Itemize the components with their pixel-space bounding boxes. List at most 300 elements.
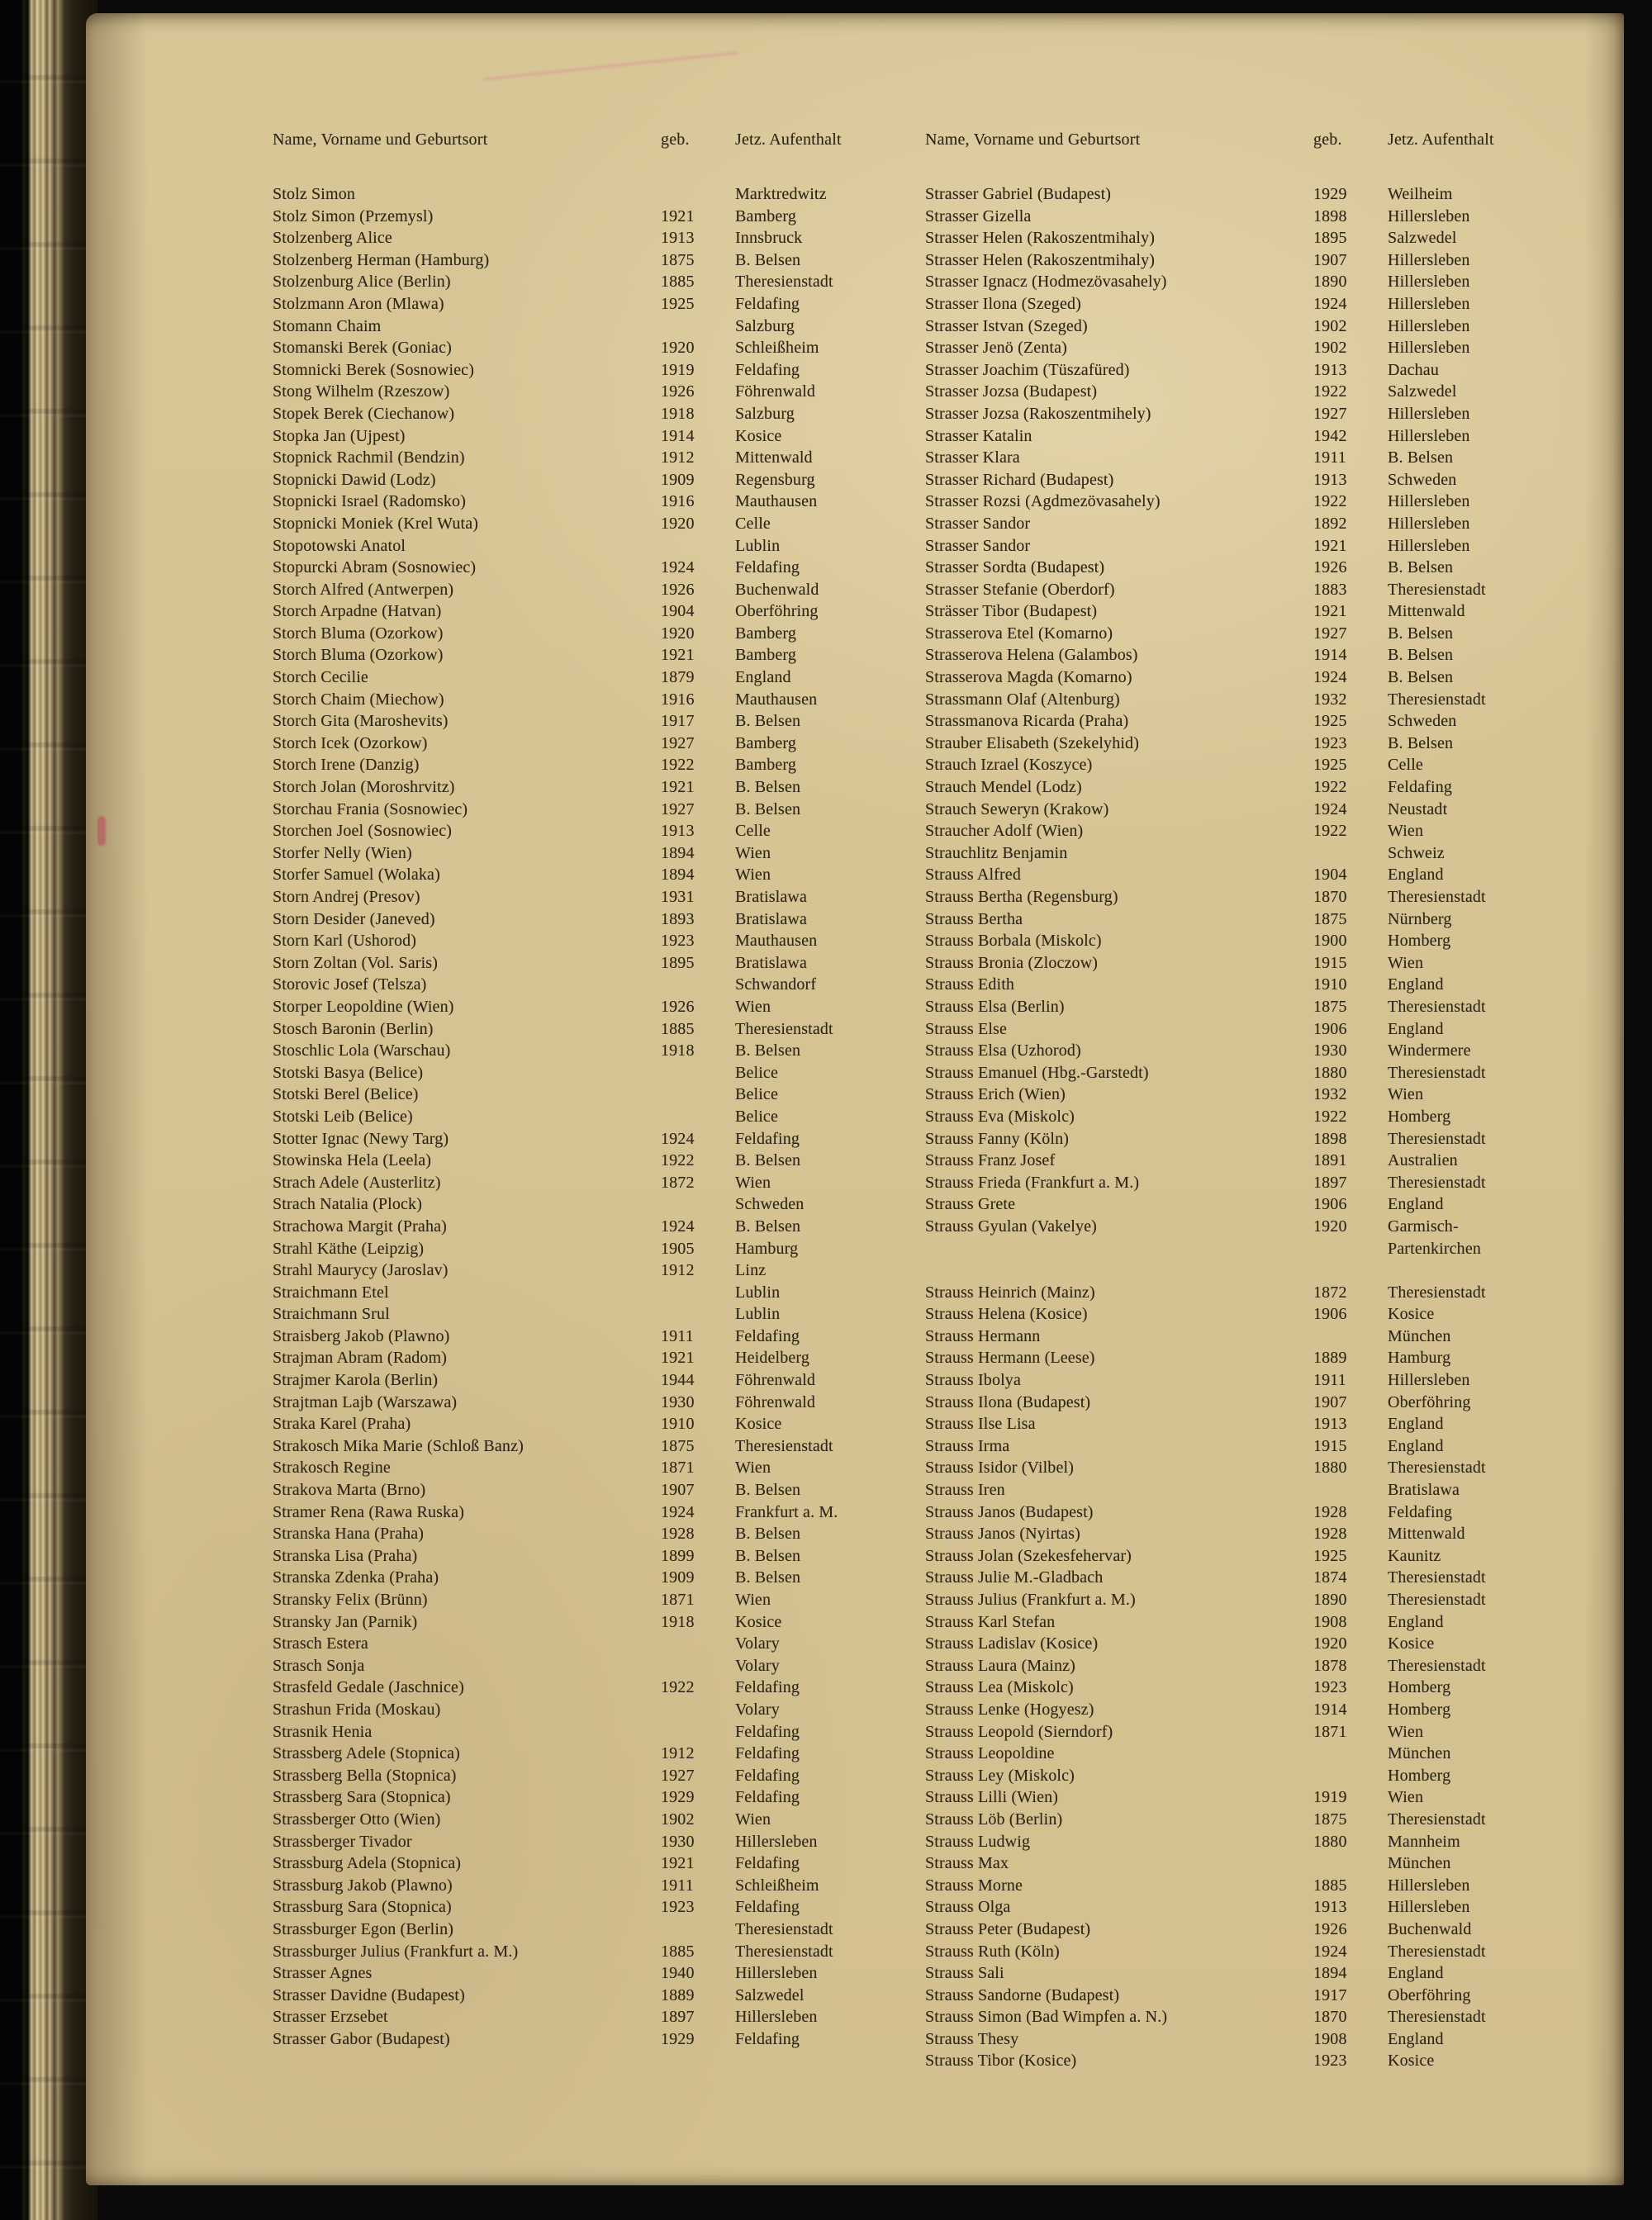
entry-residence: Nürnberg [1388,909,1452,928]
entry-residence: Salzwedel [735,1985,805,2004]
entry-residence: B. Belsen [735,1217,801,1236]
entry-birthyear: 1875 [661,250,695,269]
table-row [925,513,1553,535]
scan-mark [97,816,106,846]
entry-residence: Föhrenwald [735,382,816,401]
entry-birthyear: 1910 [1313,975,1347,994]
entry-birthyear: 1898 [1313,1129,1347,1148]
entry-residence: Oberföhring [735,602,819,621]
entry-birthyear: 1920 [1313,1217,1347,1236]
entry-name: Strauss Gyulan (Vakelye) [925,1217,1097,1236]
entry-residence: B. Belsen [735,778,801,797]
table-row [273,491,900,513]
entry-residence: Windermere [1388,1041,1471,1060]
table-row [925,1985,1553,2007]
entry-birthyear: 1915 [1313,1436,1347,1455]
entry-name: Strauss Elsa (Berlin) [925,997,1065,1016]
entry-birthyear: 1921 [661,646,695,665]
entry-birthyear: 1940 [661,1964,695,1983]
entry-name: Stopotowski Anatol [273,536,406,555]
entry-birthyear: 1944 [661,1371,695,1390]
table-row [925,1084,1553,1106]
entry-name: Strachowa Margit (Praha) [273,1217,447,1236]
entry-birthyear: 1929 [661,2029,695,2048]
entry-residence: B. Belsen [735,1525,801,1544]
table-row [925,1392,1553,1414]
entry-name: Storch Bluma (Ozorkow) [273,624,444,643]
entry-name: Strauch Izrael (Koszyce) [925,756,1093,775]
entry-birthyear: 1909 [661,1568,695,1587]
entry-birthyear: 1932 [1313,690,1347,709]
table-row [273,1347,900,1369]
entry-residence: Wien [735,1173,771,1192]
entry-residence: Buchenwald [735,580,819,599]
entry-name: Strauss Erich (Wien) [925,1085,1066,1104]
table-row [925,1896,1553,1919]
entry-birthyear: 1919 [661,360,695,379]
entry-birthyear: 1930 [661,1832,695,1851]
entry-name: Stransky Jan (Parnik) [273,1612,418,1631]
entry-name: Stranska Hana (Praha) [273,1525,425,1544]
entry-birthyear: 1892 [1313,514,1347,533]
table-row [273,1589,900,1611]
entry-residence: England [1388,1612,1444,1631]
entry-residence: B. Belsen [1388,733,1454,752]
table-row [273,1875,900,1897]
table-row [273,930,900,952]
table-row [273,820,900,842]
table-row [273,227,900,249]
entry-name: Strasserova Helena (Galambos) [925,646,1138,665]
entry-birthyear: 1890 [1313,1591,1347,1609]
entry-name: Straisberg Jakob (Plawno) [273,1326,450,1345]
column-header [925,130,1553,183]
table-row [273,689,900,711]
table-row [273,952,900,975]
entry-birthyear: 1902 [1313,316,1347,335]
entry-residence: Wien [1388,953,1424,972]
table-row [273,359,900,382]
table-row [925,1919,1553,1941]
entry-residence: B. Belsen [1388,448,1454,467]
entry-birthyear: 1927 [1313,624,1347,643]
entry-residence: München [1388,1744,1451,1763]
entry-residence: Hillersleben [1388,1371,1470,1390]
table-row [273,1721,900,1743]
entry-birthyear: 1880 [1313,1832,1347,1851]
entry-residence: Hamburg [1388,1349,1451,1368]
entry-birthyear: 1916 [661,492,695,511]
entry-name: Strajmer Karola (Berlin) [273,1371,439,1390]
entry-name: Strakosch Regine [273,1459,391,1478]
entry-name: Strassburg Jakob (Plawno) [273,1876,453,1895]
entry-name: Strauss Grete [925,1195,1016,1214]
entry-residence: Heidelberg [735,1349,809,1368]
entry-residence: Hillersleben [735,1964,818,1983]
entry-name: Strassmanova Ricarda (Praha) [925,712,1129,731]
entry-name: Stomanski Berek (Goniac) [273,339,452,358]
entry-name: Strauss Ladislav (Kosice) [925,1634,1099,1653]
entry-name: Strasser Richard (Budapest) [925,470,1114,489]
table-row [273,293,900,315]
entry-residence: Lublin [735,1305,781,1324]
entry-residence: Hillersleben [1388,206,1470,225]
entry-birthyear: 1922 [661,756,695,775]
entry-birthyear: 1926 [661,382,695,401]
entry-name: Strauss Janos (Nyirtas) [925,1525,1080,1544]
entry-name: Stolzenburg Alice (Berlin) [273,273,451,292]
entry-residence: England [1388,1195,1444,1214]
entry-residence: Feldafing [735,1744,800,1763]
entry-residence: Feldafing [1388,1502,1453,1521]
table-row [925,1941,1553,1963]
entry-residence: Kosice [1388,2052,1435,2071]
entry-name: Strahl Käthe (Leipzig) [273,1239,425,1258]
entry-name: Strauss Peter (Budapest) [925,1919,1091,1938]
entry-name: Straka Karel (Praha) [273,1415,411,1434]
entry-birthyear: 1931 [661,888,695,906]
entry-birthyear: 1912 [661,1261,695,1280]
table-row [925,623,1553,645]
table-row [273,1326,900,1348]
entry-residence: B. Belsen [1388,558,1454,577]
entry-name: Strauss Alfred [925,866,1021,885]
entry-residence: Weilheim [1388,185,1453,203]
entry-name: Stranska Lisa (Praha) [273,1546,418,1565]
table-row [925,666,1553,689]
entry-name: Storch Arpadne (Hatvan) [273,602,442,621]
entry-birthyear: 1926 [1313,1919,1347,1938]
entry-residence: Wien [735,997,771,1016]
entry-residence: Theresienstadt [1388,1942,1486,1961]
entry-name: Strasserova Etel (Komarno) [925,624,1113,643]
entry-name: Storch Gita (Maroshevits) [273,712,449,731]
entry-name: Stranska Zdenka (Praha) [273,1568,439,1587]
entry-birthyear: 1875 [1313,909,1347,928]
table-row [273,1106,900,1128]
entry-name: Strasch Estera [273,1634,368,1653]
entry-residence: Homberg [1388,1107,1451,1126]
entry-birthyear: 1924 [1313,668,1347,687]
table-row [925,930,1553,952]
entry-birthyear: 1907 [1313,250,1347,269]
entry-name: Strasser Sordta (Budapest) [925,558,1105,577]
entry-birthyear: 1924 [661,558,695,577]
entry-name: Strasser Helen (Rakoszentmihaly) [925,229,1156,248]
table-row [925,1633,1553,1655]
entry-birthyear: 1880 [1313,1459,1347,1478]
entry-residence: Hillersleben [1388,339,1470,358]
table-row [273,799,900,821]
table-row [273,381,900,403]
entry-residence: B. Belsen [735,1151,801,1170]
entry-residence: England [1388,975,1444,994]
entry-name: Storch Cecilie [273,668,368,687]
entry-residence: B. Belsen [735,799,801,818]
entry-name: Storch Chaim (Miechow) [273,690,444,709]
table-row [925,1721,1553,1743]
entry-birthyear: 1913 [1313,470,1347,489]
entry-residence: Feldafing [735,1788,800,1807]
entry-residence: Bratislawa [735,909,808,928]
entry-residence: Hillersleben [1388,273,1470,292]
entry-residence: Schweden [1388,712,1457,731]
entry-residence: Lublin [735,536,781,555]
entry-name: Strauss Leopold (Sierndorf) [925,1722,1113,1741]
table-row [273,271,900,293]
entry-name: Stopurcki Abram (Sosnowiec) [273,558,477,577]
entry-name: Strauss Bertha [925,909,1023,928]
entry-name: Strauss Simon (Bad Wimpfen a. N.) [925,2008,1168,2027]
entry-residence: Hillersleben [1388,492,1470,511]
entry-name: Strauss Julius (Frankfurt a. M.) [925,1591,1136,1609]
table-row [925,1567,1553,1589]
entry-name: Stoschlic Lola (Warschau) [273,1041,451,1060]
table-row [925,579,1553,601]
entry-birthyear: 1914 [661,426,695,445]
entry-birthyear: 1924 [661,1502,695,1521]
entry-name: Strasnik Henia [273,1722,373,1741]
entry-name: Stolzmann Aron (Mlawa) [273,294,444,313]
entry-name: Strauss Bronia (Zloczow) [925,953,1099,972]
table-row [925,1809,1553,1831]
entry-residence: England [1388,1436,1444,1455]
entry-name: Storch Icek (Ozorkow) [273,733,428,752]
table-row [925,842,1553,865]
entry-birthyear: 1894 [661,866,695,885]
table-row [273,1523,900,1545]
table-row [925,799,1553,821]
entry-birthyear: 1922 [1313,1107,1347,1126]
table-row [925,381,1553,403]
table-row [925,206,1553,228]
entry-birthyear: 1928 [661,1525,695,1544]
entry-name: Strassburger Julius (Frankfurt a. M.) [273,1942,519,1961]
entry-name: Strauch Seweryn (Krakow) [925,799,1109,818]
table-row [925,315,1553,338]
table-row [273,1084,900,1106]
entry-birthyear: 1921 [1313,536,1347,555]
entry-birthyear: 1871 [661,1459,695,1478]
entry-name: Storn Desider (Janeved) [273,909,435,928]
table-row [273,1633,900,1655]
table-row [273,1919,900,1941]
entry-residence: Bamberg [735,206,796,225]
entry-name: Strauss Laura (Mainz) [925,1656,1075,1675]
entry-residence: Homberg [1388,1678,1451,1697]
table-row [273,908,900,931]
entry-residence: B. Belsen [1388,646,1454,665]
entry-residence: Mittenwald [1388,602,1465,621]
entry-name: Strassberg Sara (Stopnica) [273,1788,451,1807]
entry-residence: England [1388,1019,1444,1038]
table-row [273,600,900,623]
entry-name: Strauss Ley (Miskolc) [925,1766,1075,1785]
entry-birthyear: 1902 [1313,339,1347,358]
entry-name: Stomnicki Berek (Sosnowiec) [273,360,475,379]
table-row [925,1457,1553,1479]
entry-birthyear: 1906 [1313,1305,1347,1324]
entry-birthyear: 1913 [661,229,695,248]
table-row [925,1106,1553,1128]
table-row [273,864,900,886]
entry-name: Strassberg Adele (Stopnica) [273,1744,460,1763]
entry-name: Strasser Gizella [925,206,1032,225]
header-birthyear-label: geb. [1313,130,1342,149]
entry-residence: Salzburg [735,316,795,335]
table-row [925,1786,1553,1809]
entry-name: Strasser Istvan (Szeged) [925,316,1088,335]
table-row [273,1677,900,1699]
table-row [273,535,900,557]
entry-name: Strassmann Olaf (Altenburg) [925,690,1120,709]
table-row [273,249,900,272]
entry-birthyear: 1895 [1313,229,1347,248]
entry-name: Strauss Thesy [925,2029,1019,2048]
entry-name: Strauss Morne [925,1876,1023,1895]
table-row [273,1941,900,1963]
entry-residence: Neustadt [1388,799,1448,818]
entry-residence: Feldafing [735,1854,800,1873]
entry-residence: Oberföhring [1388,1985,1471,2004]
entry-residence: B. Belsen [1388,624,1454,643]
table-row [273,337,900,359]
entry-name: Strauss Ilona (Budapest) [925,1392,1091,1411]
entry-name: Strakova Marta (Brno) [273,1481,426,1500]
entry-name: Strauss Sandorne (Budapest) [925,1985,1120,2004]
entry-birthyear: 1885 [661,1942,695,1961]
entry-name: Stolzenberg Herman (Hamburg) [273,250,490,269]
entry-birthyear: 1920 [1313,1634,1347,1653]
table-row [925,337,1553,359]
entry-birthyear: 1878 [1313,1656,1347,1675]
entry-residence: Bratislawa [1388,1481,1460,1500]
entry-name: Stolz Simon [273,185,355,203]
table-row [925,689,1553,711]
table-row [925,886,1553,908]
table-row [273,710,900,733]
entry-residence: B. Belsen [735,1041,801,1060]
entry-residence: Oberföhring [1388,1392,1471,1411]
entry-residence: England [1388,1964,1444,1983]
entry-birthyear: 1923 [661,1898,695,1917]
entry-name: Storfer Samuel (Wolaka) [273,866,440,885]
entry-name: Strasser Helen (Rakoszentmihaly) [925,250,1156,269]
entry-name: Strauss Löb (Berlin) [925,1810,1063,1829]
table-row [925,1479,1553,1501]
entry-name: Stopka Jan (Ujpest) [273,426,406,445]
table-row [925,996,1553,1018]
entry-residence: Bamberg [735,624,796,643]
entry-birthyear: 1912 [661,448,695,467]
entry-birthyear: 1917 [661,712,695,731]
entry-birthyear: 1926 [1313,558,1347,577]
entry-birthyear: 1885 [661,273,695,292]
table-row [273,886,900,908]
table-row [925,1018,1553,1041]
entry-name: Stopnicki Israel (Radomsko) [273,492,467,511]
paper-page [86,13,1624,2185]
entry-birthyear: 1922 [1313,492,1347,511]
entry-residence: Mittenwald [1388,1525,1465,1544]
entry-birthyear: 1919 [1313,1788,1347,1807]
entry-residence: Theresienstadt [1388,997,1486,1016]
table-row [273,557,900,579]
table-row [925,1435,1553,1458]
entry-residence: Linz [735,1261,767,1280]
entry-birthyear: 1915 [1313,953,1347,972]
entry-birthyear: 1914 [1313,1700,1347,1719]
entry-birthyear: 1911 [661,1326,694,1345]
entry-birthyear: 1921 [661,778,695,797]
entry-residence: Hillersleben [735,2008,818,2027]
entry-residence: Wien [735,843,771,862]
entry-birthyear: 1924 [661,1129,695,1148]
table-row [925,776,1553,799]
entry-name: Strauchlitz Benjamin [925,843,1068,862]
entry-name: Strasser Katalin [925,426,1032,445]
entry-residence: Bamberg [735,733,796,752]
entry-name: Stolz Simon (Przemysl) [273,206,434,225]
entry-birthyear: 1879 [661,668,695,687]
entry-name: Strassberg Bella (Stopnica) [273,1766,457,1785]
entry-birthyear: 1911 [661,1876,694,1895]
entry-birthyear: 1924 [1313,294,1347,313]
entry-name: Stotski Leib (Belice) [273,1107,413,1126]
table-row [273,842,900,865]
entry-name: Storch Irene (Danzig) [273,756,420,775]
entry-birthyear: 1907 [661,1481,695,1500]
entry-name: Stowinska Hela (Leela) [273,1151,432,1170]
entry-birthyear: 1918 [661,1612,695,1631]
entry-residence: Wien [1388,1722,1424,1741]
table-row [925,1369,1553,1392]
entry-residence: B. Belsen [735,1568,801,1587]
entry-birthyear: 1906 [1313,1195,1347,1214]
entry-birthyear: 1922 [1313,382,1347,401]
entry-birthyear: 1921 [661,1854,695,1873]
entry-name: Stosch Baronin (Berlin) [273,1019,434,1038]
entry-name: Strauss Edith [925,975,1015,994]
entry-name: Strauss Elsa (Uzhorod) [925,1041,1081,1060]
entry-birthyear: 1871 [661,1591,695,1609]
entry-residence: Hamburg [735,1239,799,1258]
entry-name: Storchen Joel (Sosnowiec) [273,822,453,841]
entry-name: Strauss Heinrich (Mainz) [925,1283,1095,1302]
entry-name: Strauss Else [925,1019,1008,1038]
entry-residence: Wien [735,1591,771,1609]
entry-residence: Salzwedel [1388,229,1457,248]
entry-residence: Homberg [1388,932,1451,951]
entry-birthyear: 1929 [1313,185,1347,203]
table-row [273,1765,900,1787]
table-row [925,491,1553,513]
entry-name: Stotski Basya (Belice) [273,1063,424,1082]
entry-residence: B. Belsen [735,1481,801,1500]
entry-residence: Kosice [735,1612,782,1631]
entry-residence: Feldafing [735,1722,800,1741]
table-row [273,1435,900,1458]
entry-residence: Hillersleben [1388,426,1470,445]
entry-birthyear: 1885 [1313,1876,1347,1895]
entry-residence: Wien [735,866,771,885]
entry-residence: Wien [735,1459,771,1478]
entry-name: Strasser Agnes [273,1964,373,1983]
entry-birthyear: 1927 [661,1766,695,1785]
table-row [925,1655,1553,1677]
table-row [925,227,1553,249]
table-row [925,1523,1553,1545]
